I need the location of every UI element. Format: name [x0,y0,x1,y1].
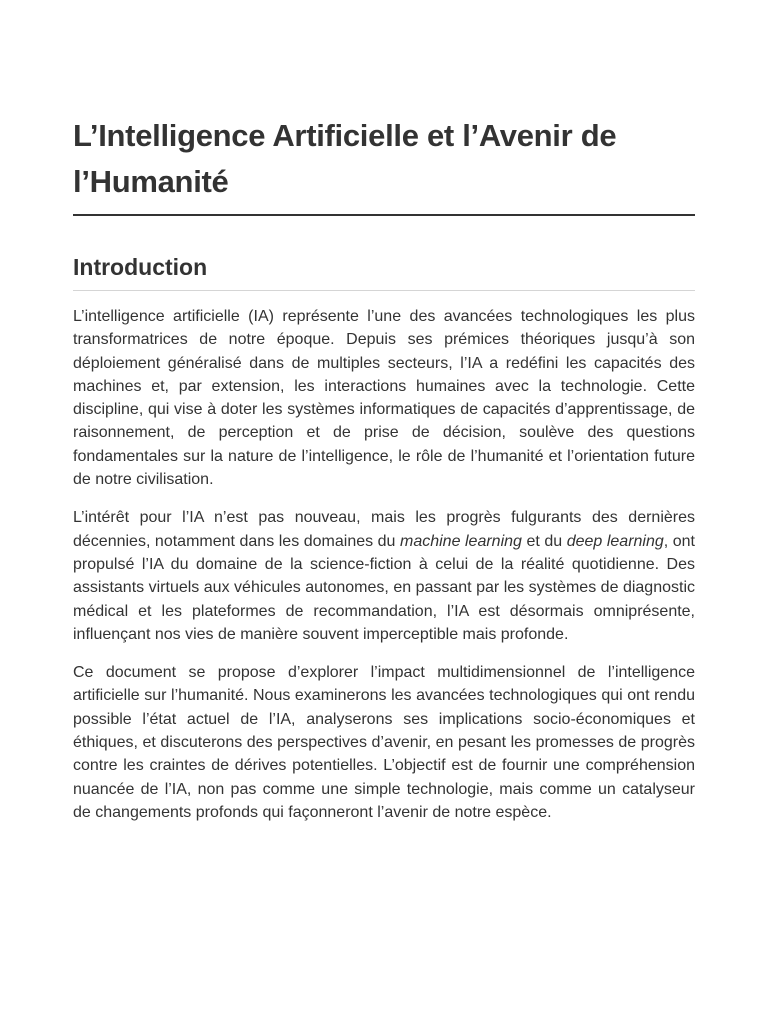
title-divider [73,214,695,216]
paragraph-2-text-end: , ont propulsé l’IA du domaine de la science-fiction à celui de la réalité quotidienne. Des assistants virtuels aux véhicules autonomes, en passant par les systèmes de diagnostic médical et les plateformes de recommandation, l’IA est désormais omniprésente, influençant nos vies de manière souvent imperceptible mais profonde. [73,532,695,643]
paragraph-2-text-middle: et du [521,532,567,550]
document-title: L’Intelligence Artificielle et l’Avenir de l’Humanité [73,118,617,199]
paragraph-2-text-start: L’intérêt pour l’IA n’est pas nouveau, mais les progrès fulgurants des dernières décennies, notamment dans les domaines du [73,509,695,550]
paragraph-2 [73,506,695,646]
section-heading-introduction: Introduction [73,254,208,280]
term-deep-learning: deep learning [566,532,664,550]
paragraph-1: L’intelligence artificielle (IA) représente l’une des avancées technologiques les plus transformatrices de notre époque. Depuis ses prémices théoriques jusqu’à son déploiement généralisé dans de multiples secteurs, l’IA a redéfini les capacités des machines et, par extension, les interactions humaines avec la technologie. Cette discipline, qui vise à doter les systèmes informatiques de capacités d’apprentissage, de raisonnement, de perception et de prise de décision, soulève des questions fondamentales sur la nature de l’intelligence, le rôle de l’humanité et l’orientation future de notre civilisation. [73,308,695,489]
paragraph-3: Ce document se propose d’explorer l’impact multidimensionnel de l’intelligence artificielle sur l’humanité. Nous examinerons les avancées technologiques qui ont rendu possible l’état actuel de l’IA, analyserons ses implications socio-économiques et éthiques, et discuterons des perspectives d’avenir, en pesant les promesses de progrès contre les craintes de dérives potentielles. L’objectif est de fournir une compréhension nuancée de l’IA, non pas comme une simple technologie, mais comme un catalyseur de changements profonds qui façonneront l’avenir de notre espèce. [73,664,695,821]
section-divider [73,290,695,291]
term-machine-learning: machine learning [399,532,522,550]
